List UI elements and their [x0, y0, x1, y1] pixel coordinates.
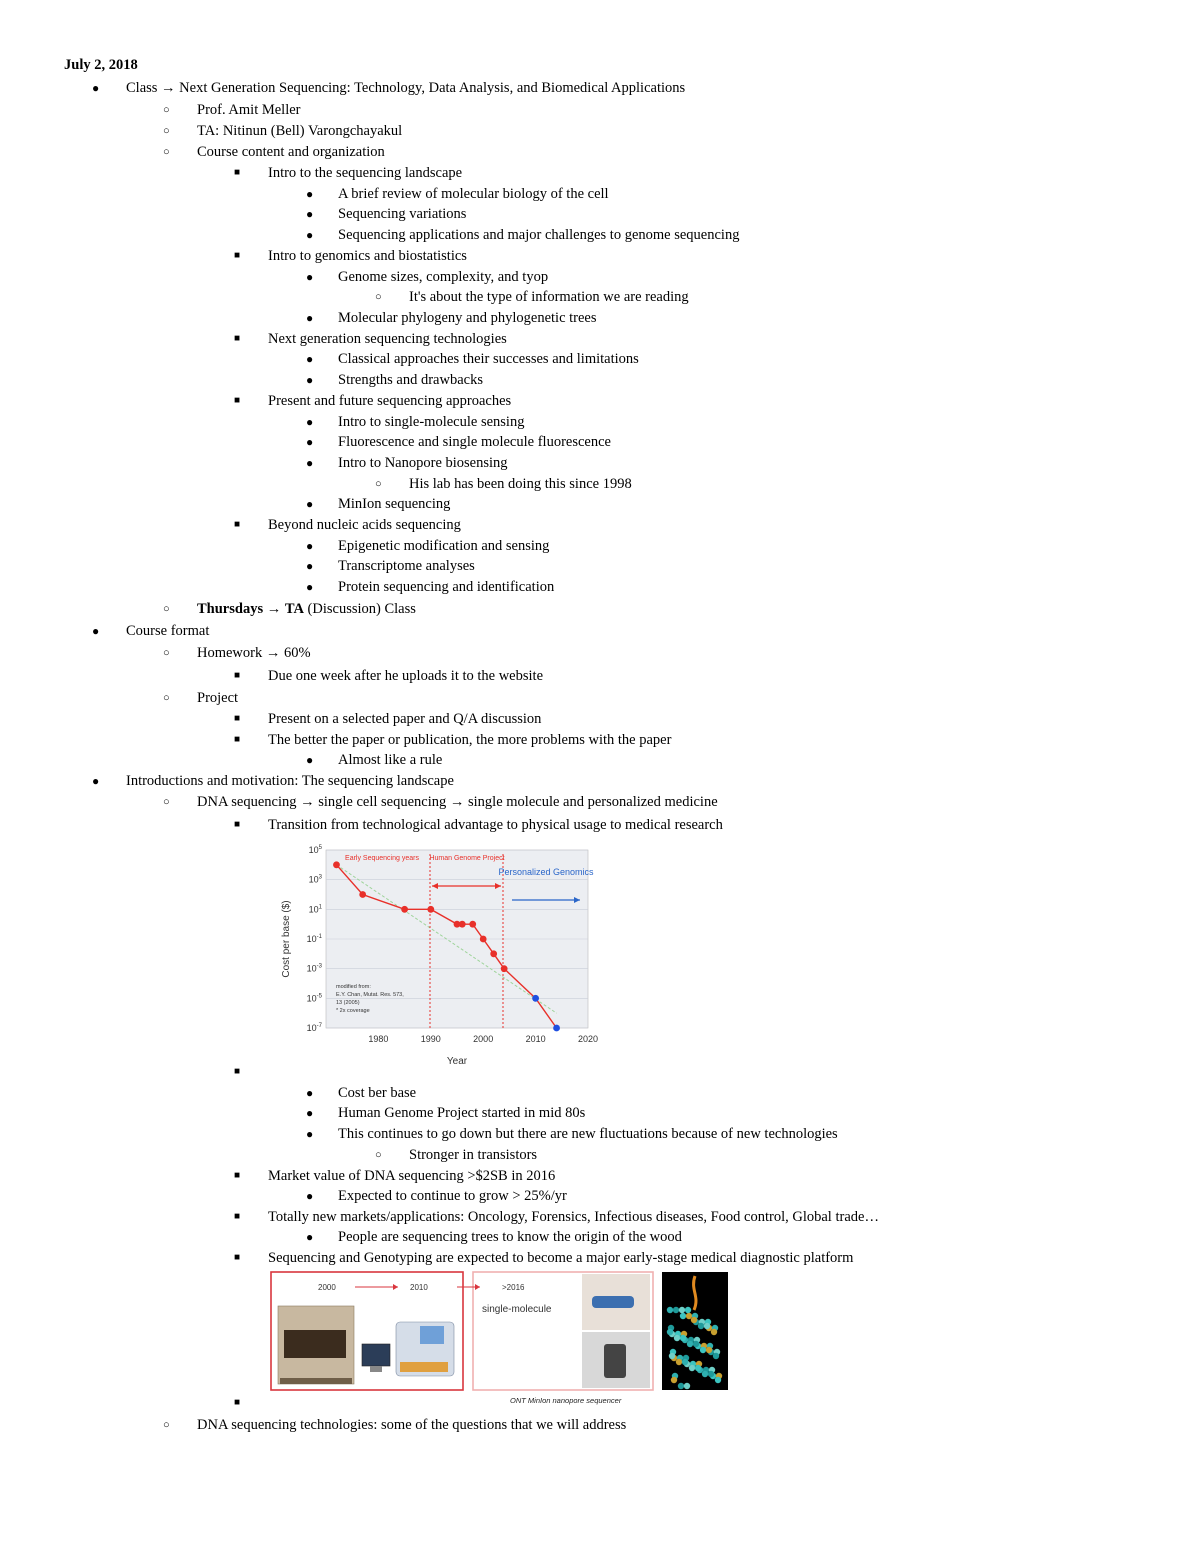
outline-item-l16: Present and future sequencing approaches: [268, 393, 512, 409]
bullet-circle-icon: ○: [375, 1149, 382, 1161]
bullet-circle-icon: ○: [375, 478, 382, 490]
bullet-square-icon: ■: [234, 167, 241, 178]
bullet-disc-icon: ●: [306, 270, 314, 284]
outline-item-l1: Class → Next Generation Sequencing: Technology, Data Analysis, and Biomedical Applications: [126, 80, 686, 96]
bullet-circle-icon: ○: [163, 647, 170, 659]
outline-item-l21: MinIon sequencing: [338, 496, 451, 512]
outline-item-l23: Epigenetic modification and sensing: [338, 538, 550, 554]
bullet-disc-icon: ●: [306, 559, 314, 573]
y-tick-label: $10^{-1}$: [306, 934, 322, 944]
outline-item-l35: DNA sequencing → single cell sequencing → single molecule and personalized medicine: [197, 794, 718, 810]
data-point: [469, 921, 476, 928]
data-point: [501, 965, 508, 972]
outline-item-l20: His lab has been doing this since 1998: [409, 476, 632, 492]
outline-item-l32: The better the paper or publication, the more problems with the paper: [268, 732, 672, 748]
protein-atom: [680, 1335, 686, 1341]
bullet-circle-icon: ○: [163, 125, 170, 137]
protein-atom: [704, 1323, 710, 1329]
outline-item-l7: Sequencing variations: [338, 206, 467, 222]
outline-item-l19: Intro to Nanopore biosensing: [338, 455, 508, 471]
y-axis-label: Cost per base ($): [281, 900, 292, 978]
bullet-square-icon: ■: [234, 734, 241, 745]
bullet-disc-icon: ●: [92, 624, 100, 638]
x-tick-label: 2020: [577, 1034, 599, 1044]
bullet-circle-icon: ○: [163, 692, 170, 704]
data-point: [401, 906, 408, 913]
outline-item-l44: Totally new markets/applications: Oncology, Forensics, Infectious diseases, Food control, Global trade…: [268, 1209, 879, 1225]
monitor-icon: [362, 1344, 390, 1366]
outline-item-l3: TA: Nitinun (Bell) Varongchayakul: [197, 123, 403, 139]
protein-atom: [671, 1377, 677, 1383]
protein-atom: [667, 1307, 673, 1313]
outline-item-l43: Expected to continue to grow > 25%/yr: [338, 1188, 567, 1204]
protein-atom: [689, 1365, 695, 1371]
label-single-molecule: single-molecule: [482, 1304, 552, 1315]
x-tick-label: 1990: [420, 1034, 441, 1044]
protein-atom: [687, 1341, 693, 1347]
bullet-disc-icon: ●: [306, 415, 314, 429]
protein-atom: [715, 1377, 721, 1383]
outline-item-l38: Cost ber base: [338, 1085, 417, 1101]
chart-source-2: E.Y. Chan, Mutat. Res. 573,: [336, 992, 404, 998]
bullet-disc-icon: ●: [306, 1230, 314, 1244]
bullet-square-icon: ■: [234, 1066, 241, 1077]
bullet-disc-icon: ●: [306, 1127, 314, 1141]
bullet-square-icon: ■: [234, 1211, 241, 1222]
outline-item-l9: Intro to genomics and biostatistics: [268, 248, 467, 264]
outline-item-l27: Course format: [126, 623, 210, 639]
protein-atom: [680, 1313, 686, 1319]
outline-item-l12: Molecular phylogeny and phylogenetic trees: [338, 310, 597, 326]
y-tick-label: $10^{-5}$: [306, 993, 322, 1004]
bullet-circle-icon: ○: [375, 291, 382, 303]
protein-atom: [678, 1383, 684, 1389]
cost-per-base-chart: [272, 842, 602, 1070]
outline-item-l30: Project: [197, 690, 239, 706]
data-point: [359, 891, 366, 898]
outline-item-l34: Introductions and motivation: The sequencing landscape: [126, 773, 454, 789]
data-point: [490, 950, 497, 957]
x-tick-label: 2000: [473, 1034, 494, 1044]
data-point: [333, 861, 340, 868]
annotation-early: Early Sequencing years: [345, 855, 419, 862]
outline-item-l41: Stronger in transistors: [409, 1147, 538, 1163]
outline-item-l14: Classical approaches their successes and limitations: [338, 351, 639, 367]
bullet-disc-icon: ●: [92, 81, 100, 95]
note-date: July 2, 2018: [64, 57, 138, 73]
protein-atom: [667, 1329, 673, 1335]
bullet-disc-icon: ●: [306, 311, 314, 325]
outline-item-l6: A brief review of molecular biology of the cell: [338, 186, 609, 202]
protein-atom: [706, 1347, 712, 1353]
protein-atom: [669, 1353, 675, 1359]
bullet-disc-icon: ●: [92, 774, 100, 788]
outline-item-l48: DNA sequencing technologies: some of the questions that we will address: [197, 1417, 627, 1433]
protein-atom: [679, 1307, 685, 1313]
outline-item-l28: Homework → 60%: [197, 645, 311, 661]
y-tick-label: $10^5$: [308, 845, 322, 855]
outline-item-l46: Sequencing and Genotyping are expected to become a major early-stage medical diagnostic platform: [268, 1250, 854, 1266]
outline-item-l42: Market value of DNA sequencing >$2SB in 2016: [268, 1168, 556, 1184]
outline-item-l24: Transcriptome analyses: [338, 558, 475, 574]
bullet-disc-icon: ●: [306, 539, 314, 553]
x-tick-label: 2010: [525, 1034, 546, 1044]
figure-caption: ONT MinIon nanopore sequencer: [510, 1396, 622, 1405]
protein-atom: [691, 1317, 697, 1323]
protein-atom: [682, 1359, 688, 1365]
chart-source-1: modified from:: [336, 984, 371, 990]
bullet-disc-icon: ●: [306, 228, 314, 242]
bullet-circle-icon: ○: [163, 146, 170, 158]
outline-item-part: TA: [284, 601, 304, 617]
y-tick-label: $10^{-3}$: [306, 963, 322, 974]
protein-atom: [700, 1347, 706, 1353]
outline-item-l2: Prof. Amit Meller: [197, 102, 301, 118]
label-2000: 2000: [318, 1283, 336, 1292]
protein-atom: [686, 1313, 692, 1319]
x-tick-label: 1980: [368, 1034, 389, 1044]
protein-atom: [673, 1307, 679, 1313]
outline-item-l31: Present on a selected paper and Q/A discussion: [268, 711, 542, 727]
bullet-square-icon: ■: [234, 713, 241, 724]
protein-atom: [702, 1371, 708, 1377]
bullet-square-icon: ■: [234, 250, 241, 261]
bullet-disc-icon: ●: [306, 753, 314, 767]
protein-atom: [676, 1359, 682, 1365]
protein-atom: [684, 1383, 690, 1389]
bullet-square-icon: ■: [234, 670, 241, 681]
outline-item-part: (Discussion) Class: [303, 601, 416, 617]
chart-source-4: * 2x coverage: [336, 1008, 370, 1014]
outline-item-l22: Beyond nucleic acids sequencing: [268, 517, 461, 533]
outline-item-l8: Sequencing applications and major challenges to genome sequencing: [338, 227, 740, 243]
outline-item-l5: Intro to the sequencing landscape: [268, 165, 463, 181]
bullet-square-icon: ■: [234, 1170, 241, 1181]
outline-item-l45: People are sequencing trees to know the origin of the wood: [338, 1229, 682, 1245]
bullet-square-icon: ■: [234, 819, 241, 830]
protein-atom: [711, 1329, 717, 1335]
bullet-disc-icon: ●: [306, 497, 314, 511]
annotation-hgp: Human Genome Project: [429, 855, 505, 862]
y-tick-label: $10^{-7}$: [306, 1023, 322, 1033]
label-2010: 2010: [410, 1283, 428, 1292]
protein-atom: [685, 1307, 691, 1313]
outline-item-l17: Intro to single-molecule sensing: [338, 414, 525, 430]
protein-atom: [674, 1335, 680, 1341]
bullet-disc-icon: ●: [306, 352, 314, 366]
sequencer-timeline-figure: [270, 1270, 730, 1410]
bullet-disc-icon: ●: [306, 1086, 314, 1100]
bullet-square-icon: ■: [234, 1252, 241, 1263]
bullet-square-icon: ■: [234, 519, 241, 530]
protein-atom: [708, 1371, 714, 1377]
outline-item-l40: This continues to go down but there are new fluctuations because of new technologies: [338, 1126, 838, 1142]
protein-atom: [695, 1365, 701, 1371]
bullet-circle-icon: ○: [163, 104, 170, 116]
chart-source-3: 13 (2005): [336, 1000, 360, 1006]
bullet-square-icon: ■: [234, 1397, 241, 1408]
bullet-disc-icon: ●: [306, 1189, 314, 1203]
data-point: [532, 995, 539, 1002]
bullet-disc-icon: ●: [306, 187, 314, 201]
y-tick-label: $10^3$: [308, 874, 322, 885]
outline-item-part: →: [263, 601, 285, 617]
bullet-disc-icon: ●: [306, 373, 314, 387]
data-point: [459, 921, 466, 928]
bullet-circle-icon: ○: [163, 796, 170, 808]
label-2016: >2016: [502, 1283, 525, 1292]
protein-atom: [693, 1341, 699, 1347]
protein-atom: [713, 1353, 719, 1359]
outline-item-l33: Almost like a rule: [338, 752, 443, 768]
data-point: [480, 936, 487, 943]
x-axis-label: Year: [446, 1056, 468, 1067]
outline-item-l10: Genome sizes, complexity, and tyop: [338, 269, 549, 285]
data-point: [427, 906, 434, 913]
outline-item-l11: It's about the type of information we are reading: [409, 289, 689, 305]
bullet-disc-icon: ●: [306, 1106, 314, 1120]
bullet-circle-icon: ○: [163, 1419, 170, 1431]
outline-item-l36: Transition from technological advantage to physical usage to medical research: [268, 817, 723, 833]
bullet-disc-icon: ●: [306, 456, 314, 470]
outline-item-l15: Strengths and drawbacks: [338, 372, 483, 388]
protein-atom: [698, 1323, 704, 1329]
outline-item-l4: Course content and organization: [197, 144, 385, 160]
outline-item-l13: Next generation sequencing technologies: [268, 331, 507, 347]
y-tick-label: $10^1$: [308, 904, 322, 915]
outline-item-l29: Due one week after he uploads it to the website: [268, 668, 544, 684]
annotation-personal: Personalized Genomics: [498, 867, 594, 877]
bullet-disc-icon: ●: [306, 435, 314, 449]
bullet-circle-icon: ○: [163, 603, 170, 615]
outline-item-l25: Protein sequencing and identification: [338, 579, 555, 595]
data-point: [553, 1025, 560, 1032]
outline-item-part: Thursdays: [197, 601, 264, 617]
outline-item-l39: Human Genome Project started in mid 80s: [338, 1105, 586, 1121]
bullet-square-icon: ■: [234, 333, 241, 344]
outline-item-l18: Fluorescence and single molecule fluorescence: [338, 434, 611, 450]
bullet-disc-icon: ●: [306, 580, 314, 594]
outline-item-l26: [197, 599, 416, 619]
bullet-disc-icon: ●: [306, 207, 314, 221]
bullet-square-icon: ■: [234, 395, 241, 406]
